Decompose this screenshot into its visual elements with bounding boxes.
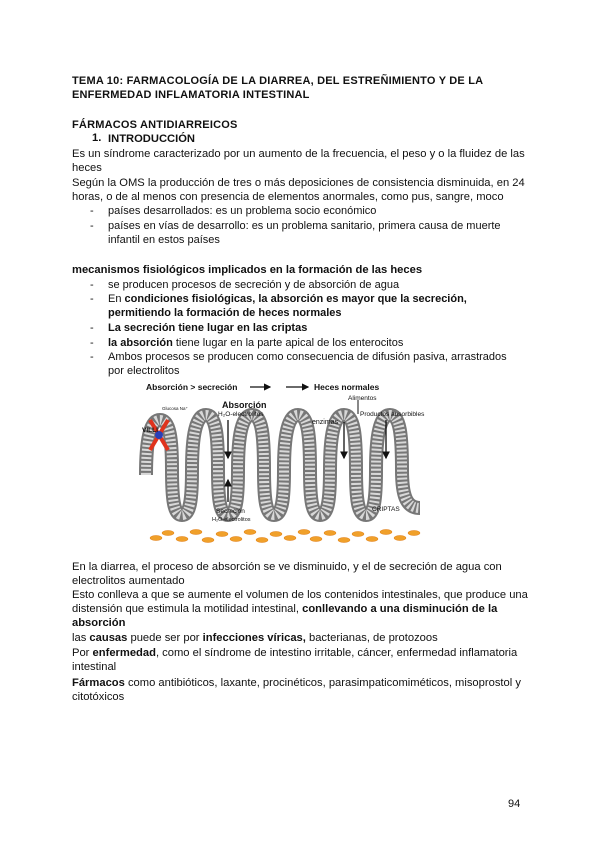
after-paragraph-3: las causas puede ser por infecciones víricas, bacterianas, de protozoos — [72, 632, 438, 644]
intestinal-villi-figure — [138, 380, 428, 548]
intro-bullet-1: países desarrollados: es un problema socio económico — [108, 205, 377, 217]
villi-label: VILLI — [142, 427, 158, 434]
intro-bullet-2-line-2: infantil en estos países — [108, 234, 220, 246]
bullet-dash: - — [90, 322, 94, 334]
glucosa-label: Glucosa Na⁺ — [162, 406, 188, 411]
mechanisms-heading: mecanismos fisiológicos implicados en la formación de las heces — [72, 264, 423, 276]
figure-top-result: Heces normales — [314, 382, 380, 392]
after-paragraph-1-line-1: En la diarrea, el proceso de absorción se ve disminuido, y el de secreción de agua con — [72, 561, 502, 573]
mechanism-bullet-2-line-2: permitiendo la formación de heces normales — [108, 307, 342, 319]
after-paragraph-5-line-1: Fármacos como antibióticos, laxante, procinéticos, parasimpaticomiméticos, misoprostol y — [72, 677, 521, 689]
page-title-line-2: ENFERMEDAD INFLAMATORIA INTESTINAL — [72, 89, 310, 101]
bullet-dash: - — [90, 279, 94, 291]
bullet-dash: - — [90, 205, 94, 217]
enzimas-label: enzimas — [312, 419, 339, 426]
intro-paragraph-2-line-2: horas, o de al menos con presencia de elementos anormales, como pus, sangre, moco — [72, 191, 504, 203]
page-title-line-1: TEMA 10: FARMACOLOGÍA DE LA DIARREA, DEL ESTREÑIMIENTO Y DE LA — [72, 75, 484, 87]
mechanism-bullet-2-line-1: En condiciones fisiológicas, la absorción es mayor que la secreción, — [108, 293, 467, 305]
subsection-heading: INTRODUCCIÓN — [108, 133, 196, 145]
alimentos-label: Alimentos — [348, 395, 377, 402]
bullet-dash: - — [90, 220, 94, 232]
secrecion-label: Secreción — [216, 508, 245, 515]
criptas-label: CRIPTAS — [372, 506, 400, 513]
section-heading: FÁRMACOS ANTIDIARREICOS — [72, 119, 238, 131]
mechanism-bullet-4: la absorción tiene lugar en la parte apical de los enterocitos — [108, 337, 404, 349]
h2o-electrolitos-label: H₂O-electrolitos — [218, 411, 264, 418]
after-paragraph-2-line-1: Esto conlleva a que se aumente el volumen de los contenidos intestinales, que produce una — [72, 589, 528, 601]
bullet-dash: - — [90, 337, 94, 349]
page-number: 94 — [508, 798, 521, 810]
after-paragraph-1-line-2: electrolitos aumentado — [72, 575, 185, 587]
after-paragraph-4-line-2: intestinal — [72, 661, 117, 673]
intro-paragraph-1-line-2: heces — [72, 162, 102, 174]
after-paragraph-2-line-2: distensión que estimula la motilidad intestinal, conllevando a una disminución de la — [72, 603, 498, 615]
subsection-number: 1. — [92, 132, 102, 144]
after-paragraph-4-line-1: Por enfermedad, como el síndrome de intestino irritable, cáncer, enfermedad inflamatoria — [72, 647, 518, 659]
mechanism-bullet-5-line-1: Ambos procesos se producen como consecuencia de difusión pasiva, arrastrados — [108, 351, 507, 363]
bullet-dash: - — [90, 293, 94, 305]
after-paragraph-2-line-3: absorción — [72, 617, 126, 629]
blood-cells — [150, 530, 420, 543]
productos-label: Productos absorbibles — [360, 411, 425, 418]
intro-paragraph-1-line-1: Es un síndrome caracterizado por un aumento de la frecuencia, el peso y o la fluidez de las — [72, 148, 525, 160]
figure-top-label: Absorción > secreción — [146, 382, 238, 392]
mechanism-bullet-1: se producen procesos de secreción y de absorción de agua — [108, 279, 400, 291]
mechanism-bullet-3: La secreción tiene lugar en las criptas — [108, 322, 308, 334]
mechanism-bullet-5-line-2: por electrolitos — [108, 365, 180, 377]
after-paragraph-5-line-2: citotóxicos — [72, 691, 125, 703]
intro-paragraph-2-line-1: Según la OMS la producción de tres o más deposiciones de consistencia disminuida, en 24 — [72, 177, 525, 189]
h2o-electrolitos-secretion-label: H₂O-electrolitos — [212, 517, 251, 523]
bullet-dash: - — [90, 351, 94, 363]
absorcion-label: Absorción — [222, 400, 267, 410]
intro-bullet-2-line-1: países en vías de desarrollo: es un problema sanitario, primera causa de muerte — [108, 220, 501, 232]
